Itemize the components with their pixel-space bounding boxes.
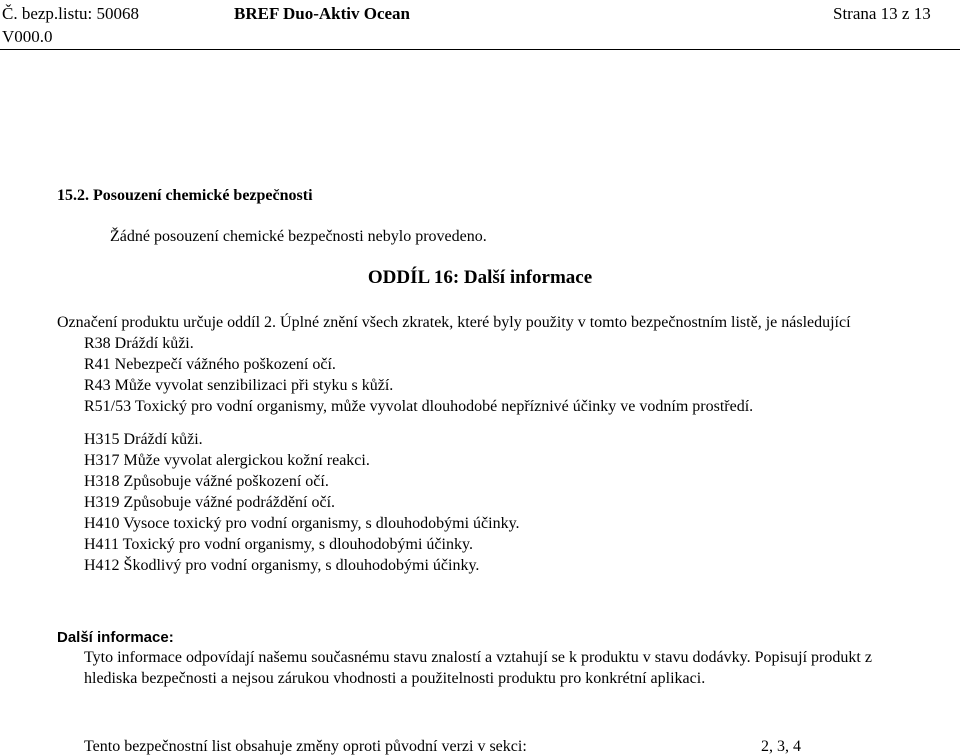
further-info-text-line1: Tyto informace odpovídají našemu současnému stavu znalostí a vztahují se k produktu v stavu dodávky. Popisují produkt z xyxy=(84,649,872,666)
sheet-number: Č. bezp.listu: 50068 xyxy=(2,4,139,23)
abbreviations-intro: Označení produktu určuje oddíl 2. Úplné znění všech zkratek, které byly použity v tomto bezpečnostním listě, je následující xyxy=(57,314,851,331)
h-phrase-item: H412 Škodlivý pro vodní organismy, s dlouhodobými účinky. xyxy=(84,557,480,574)
h-phrase-item: H315 Dráždí kůži. xyxy=(84,431,203,448)
r-phrase-item: R41 Nebezpečí vážného poškození očí. xyxy=(84,356,336,373)
r-phrase-item: R43 Může vyvolat senzibilizaci při styku s kůží. xyxy=(84,377,394,394)
section-16-title: ODDÍL 16: Další informace xyxy=(367,267,593,288)
version-number: V000.0 xyxy=(2,27,53,46)
changes-sections: 2, 3, 4 xyxy=(761,738,801,755)
r-phrase-item: R38 Dráždí kůži. xyxy=(84,335,194,352)
changes-label: Tento bezpečnostní list obsahuje změny oproti původní verzi v sekci: xyxy=(84,738,527,755)
r-phrase-item: R51/53 Toxický pro vodní organismy, může vyvolat dlouhodobé nepříznivé účinky ve vodním prostředí. xyxy=(84,398,754,415)
h-phrase-item: H319 Způsobuje vážné podráždění očí. xyxy=(84,494,336,511)
further-info-text-line2: hlediska bezpečnosti a nejsou zárukou vhodnosti a použitelnosti produktu pro konkrétní aplikaci. xyxy=(84,670,706,687)
section-15-2-text: Žádné posouzení chemické bezpečnosti nebylo provedeno. xyxy=(110,228,487,245)
h-phrase-item: H411 Toxický pro vodní organismy, s dlouhodobými účinky. xyxy=(84,536,473,553)
header-divider xyxy=(0,49,960,50)
further-info-heading: Další informace: xyxy=(57,629,174,646)
h-phrase-item: H410 Vysoce toxický pro vodní organismy, s dlouhodobými účinky. xyxy=(84,515,520,532)
section-15-2-heading: 15.2. Posouzení chemické bezpečnosti xyxy=(57,187,313,204)
h-phrase-item: H318 Způsobuje vážné poškození očí. xyxy=(84,473,329,490)
h-phrase-item: H317 Může vyvolat alergickou kožní reakci. xyxy=(84,452,370,469)
product-name: BREF Duo-Aktiv Ocean xyxy=(234,4,410,23)
page-number: Strana 13 z 13 xyxy=(833,4,931,23)
